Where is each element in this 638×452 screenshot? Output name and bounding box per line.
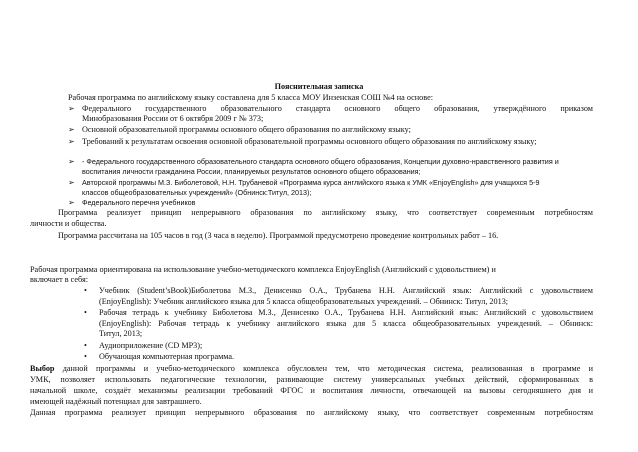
arrow-bullet-icon: ➢ <box>68 104 75 113</box>
umk-item-cont: (EnjoyEnglish): Рабочая тетрадь к учебнику английского языка для 5 класса общеобразовательных учреждений. – Обнинск: <box>99 319 593 328</box>
umk-item: Обучающая компьютерная программа. <box>99 352 235 361</box>
choice-text: данной программы и учебно-методического комплекса обусловлен тем, что методическая система, реализованная в программе и <box>54 364 593 373</box>
basis-item: Федерального государственного образовательного стандарта основного общего образования, утверждённого приказом <box>82 104 593 113</box>
choice-bold-word: Выбор <box>30 364 55 373</box>
umk-intro: Рабочая программа ориентирована на использование учебно-методического комплекса EnjoyEnglish (Английский с удовольствием) и <box>30 265 496 274</box>
basis-small-item: - Федерального государственного образовательного стандарта основного общего образования, Концепции духовно-нравственного развития и <box>82 157 559 166</box>
paragraph-choice-cont: имеющей надёжный потенциал для завтрашнего. <box>30 397 202 406</box>
basis-small-item: Авторской программы М.З. Биболетовой, Н.Н. Трубаневой «Программа курса английского языка к УМК «EnjoyEnglish» для учащихся 5-9 <box>82 178 540 187</box>
arrow-bullet-icon: ➢ <box>68 198 75 207</box>
paragraph-choice-cont: УМК, позволяет использовать педагогические технологии, развивающие систему универсальных учебных действий, сформированных в <box>30 375 593 384</box>
umk-item: Учебник (Student’sBook)Биболетова М.З., Денисенко О.А., Трубанева Н.Н. Английский язык: Английский с удовольствием <box>99 286 593 295</box>
basis-item: Основной образовательной программы основного общего образования по английскому языку; <box>82 125 411 134</box>
arrow-bullet-icon: ➢ <box>68 178 75 187</box>
dot-bullet-icon: • <box>84 341 87 350</box>
umk-item: Аудиоприложение (CD MP3); <box>99 341 203 350</box>
umk-item-cont: Титул, 2013; <box>99 329 143 338</box>
paragraph-hours: Программа рассчитана на 105 часов в год (3 часа в неделю). Программой предусмотрено проведение контрольных работ – 16. <box>58 231 499 240</box>
paragraph-continuity-cont: личности и общества. <box>30 219 107 228</box>
basis-small-item: Федерального перечня учебников <box>82 198 196 207</box>
basis-item-cont: Минобразования России от 6 октября 2009 г № 373; <box>82 114 264 123</box>
umk-item: Рабочая тетрадь к учебнику Биболетова М.З., Денисенко О.А., Трубанева Н.Н. Английский язык: Английский с удовольствием <box>99 308 593 317</box>
dot-bullet-icon: • <box>84 286 87 295</box>
document-title: Пояснительная записка <box>274 82 364 91</box>
basis-item: Требований к результатам освоения основной образовательной программы основного общего образования по английскому языку; <box>82 137 537 146</box>
umk-item-cont: (EnjoyEnglish): Учебник английского языка для 5 класса общеобразовательных учреждений. – Обнинск: Титул, 2013; <box>99 297 509 306</box>
paragraph-choice <box>30 364 593 374</box>
arrow-bullet-icon: ➢ <box>68 125 75 134</box>
paragraph-final: Данная программа реализует принцип непрерывного образования по английскому языку, что соответствует современным потребностям <box>30 408 593 417</box>
basis-small-item-cont: классов общеобразовательных учреждений» (Обнинск:Титул, 2013); <box>82 188 312 197</box>
umk-intro-cont: включает в себя: <box>30 275 89 284</box>
basis-small-item-cont: воспитания личности гражданина России, планируемых результатов основного общего образования; <box>82 167 421 176</box>
intro-line: Рабочая программа по английскому языку составлена для 5 класса МОУ Инзенская СОШ №4 на основе: <box>68 93 433 102</box>
paragraph-choice-cont: начальной школе, создаёт механизмы реализации требований ФГОС и воспитания личности, отвечающей на вызовы сегодняшнего дня и <box>30 386 593 395</box>
paragraph-continuity: Программа реализует принцип непрерывного образования по английскому языку, что соответствует современным потребностям <box>58 208 593 217</box>
arrow-bullet-icon: ➢ <box>68 157 75 166</box>
dot-bullet-icon: • <box>84 308 87 317</box>
dot-bullet-icon: • <box>84 352 87 361</box>
arrow-bullet-icon: ➢ <box>68 137 75 146</box>
